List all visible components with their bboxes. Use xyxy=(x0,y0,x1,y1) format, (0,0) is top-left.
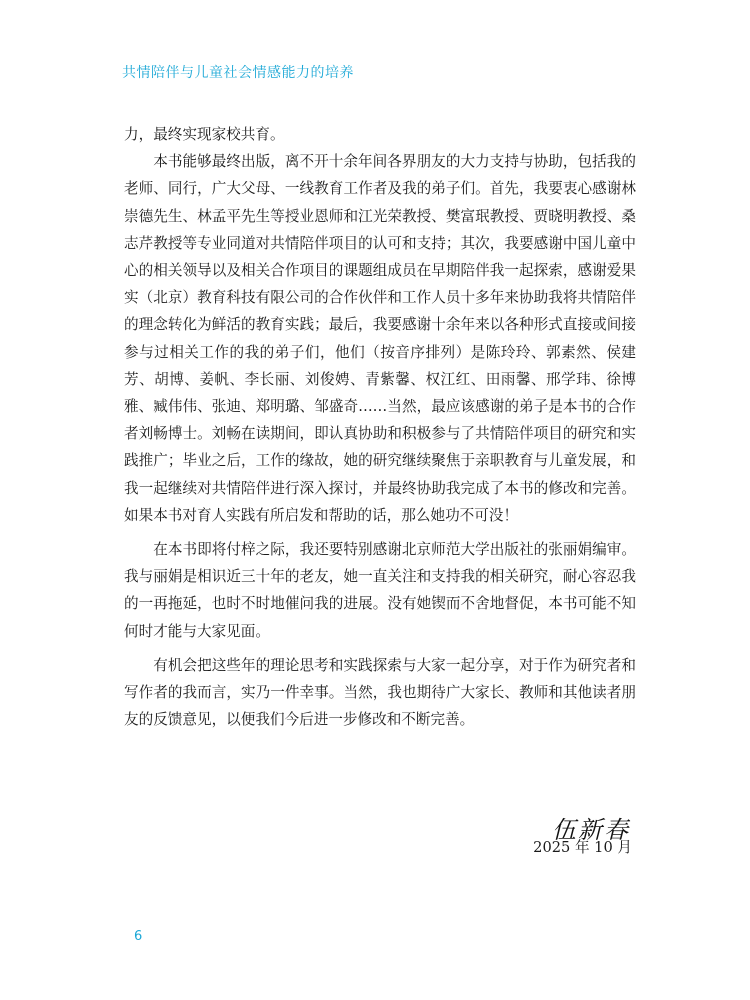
preface-body xyxy=(124,121,636,733)
paragraph-closing: 有机会把这些年的理论思考和实践探索与大家一起分享，对于作为研究者和写作者的我而言，实乃一件幸事。当然，我也期待广大家长、教师和其他读者朋友的反馈意见，以便我们今后进一步修改和不断完善。 xyxy=(124,656,636,729)
paragraph-continuation: 力，最终实现家校共育。 xyxy=(124,126,285,143)
paragraph-acknowledgements: 本书能够最终出版，离不开十余年间各界朋友的大力支持与协助，包括我的老师、同行，广大父母、一线教育工作者及我的弟子们。首先，我要衷心感谢林崇德先生、林孟平先生等授业恩师和江光荣教授、樊富珉教授、贾晓明教授、桑志芹教授等专业同道对共情陪伴项目的认可和支持；其次，我要感谢中国儿童中心的相关领导以及相关合作项目的课题组成员在早期陪伴我一起探索，感谢爱果实（北京）教育科技有限公司的合作伙伴和工作人员十多年来协助我将共情陪伴的理念转化为鲜活的教育实践；最后，我要感谢十余年来以各种形式直接或间接参与过相关工作的我的弟子们，他们（按音序排列）是陈玲玲、郭素然、侯建芳、胡博、姜帆、李长丽、刘俊娉、青紫馨、权江红、田雨馨、邢学玮、徐博雅、臧伟伟、张迪、郑明璐、邹盛奇……当然，最应该感谢的弟子是本书的合作者刘畅博士。刘畅在读期间，即认真协助和积极参与了共情陪伴项目的研究和实践推广；毕业之后，工作的缘故，她的研究继续聚焦于亲职教育与儿童发展，和我一起继续对共情陪伴进行深入探讨，并最终协助我完成了本书的修改和完善。如果本书对育人实践有所启发和帮助的话，那么她功不可没！ xyxy=(124,153,636,524)
author-signature: 伍新春 xyxy=(552,816,630,844)
paragraph-publisher-thanks: 在本书即将付梓之际，我还要特别感谢北京师范大学出版社的张丽娟编审。我与丽娟是相识近三十年的老友，她一直关注和支持我的相关研究，耐心容忍我的一再拖延，也时不时地催问我的进展。没有她锲而不舍地督促，本书可能不知何时才能与大家见面。 xyxy=(124,541,636,640)
signature-date: 2025 年 10 月 xyxy=(533,839,632,856)
running-header: 共情陪伴与儿童社会情感能力的培养 xyxy=(122,65,354,81)
page-number: 6 xyxy=(134,929,143,944)
